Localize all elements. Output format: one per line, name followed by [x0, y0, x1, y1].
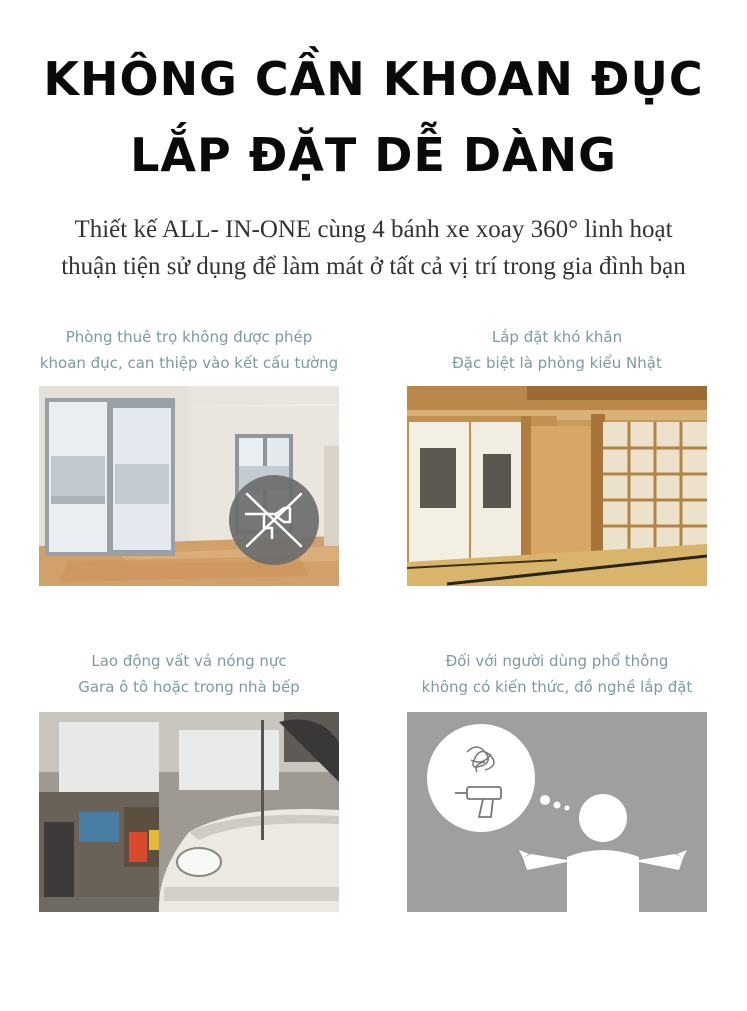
rental-room-photo: [39, 386, 339, 586]
card-2-caption: [392, 324, 722, 376]
no-drill-icon: [229, 475, 319, 565]
card-1-caption-line-2: khoan đục, can thiệp vào kết cấu tường: [39, 354, 339, 372]
thought-bubble: [427, 724, 535, 832]
card-1-caption-line-1: Phòng thuê trọ không được phép: [65, 328, 313, 346]
headline-line-1: KHÔNG CẦN KHOAN ĐỤC: [43, 52, 704, 106]
headline-line-2: LẮP ĐẶT DỄ DÀNG: [130, 128, 617, 182]
subtitle-line-1: Thiết kế ALL- IN-ONE cùng 4 bánh xe xoay 360° linh hoạt: [74, 216, 673, 243]
japanese-room-photo: [407, 386, 707, 586]
card-3-caption-line-1: Lao động vất vả nóng nực: [91, 652, 287, 670]
card-2-caption-line-1: Lắp đặt khó khăn: [491, 328, 623, 346]
confused-user-illustration: [407, 712, 707, 912]
card-4-caption: [392, 648, 722, 700]
card-3-caption-line-2: Gara ô tô hoặc trong nhà bếp: [78, 678, 300, 696]
subtitle-line-2: thuận tiện sử dụng để làm mát ở tất cả vị trí trong gia đình bạn: [61, 253, 686, 280]
garage-photo: [39, 712, 339, 912]
card-2-caption-line-2: Đặc biệt là phòng kiểu Nhật: [452, 354, 662, 372]
card-3-caption: [24, 648, 354, 700]
card-4-caption-line-1: Đối với người dùng phổ thông: [445, 652, 669, 670]
card-4-caption-line-2: không có kiến thức, đồ nghề lắp đặt: [421, 678, 693, 696]
card-1-caption: [24, 324, 354, 376]
